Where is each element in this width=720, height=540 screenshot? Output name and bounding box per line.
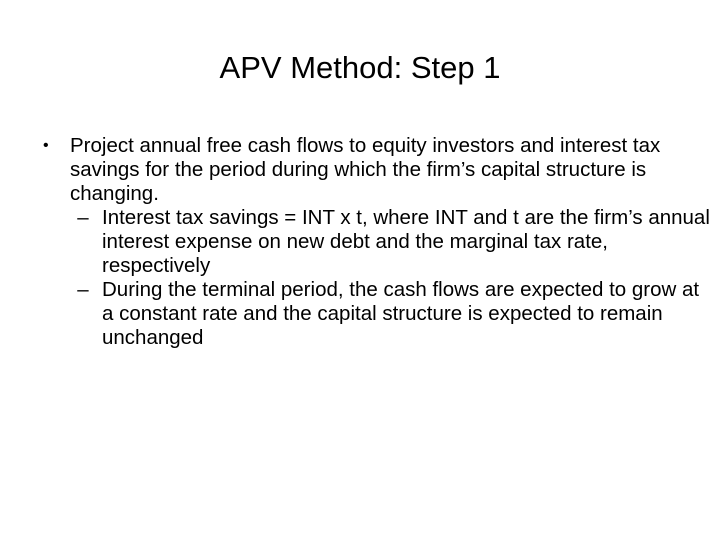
- bullet-item: [40, 134, 690, 206]
- slide-content: [40, 134, 710, 350]
- sub-bullet-item: [70, 278, 712, 350]
- sub-bullet-text: Interest tax savings = INT x t, where INT and t are the firm’s annual interest expense on new debt and the marginal tax rate, respectively: [102, 206, 710, 277]
- bullet-text: Project annual free cash flows to equity investors and interest tax savings for the period during which the firm’s capital structure is changing.: [70, 134, 661, 205]
- bullet-marker-icon: •: [43, 137, 49, 154]
- dash-marker-icon: –: [77, 206, 89, 229]
- sub-bullet-text: During the terminal period, the cash flows are expected to grow at a constant rate and the capital structure is expected to remain unchanged: [102, 278, 700, 349]
- sub-bullet-item: [70, 206, 712, 278]
- slide-title: APV Method: Step 1: [219, 50, 501, 85]
- sub-bullet-list: [70, 206, 710, 350]
- dash-marker-icon: –: [77, 278, 89, 301]
